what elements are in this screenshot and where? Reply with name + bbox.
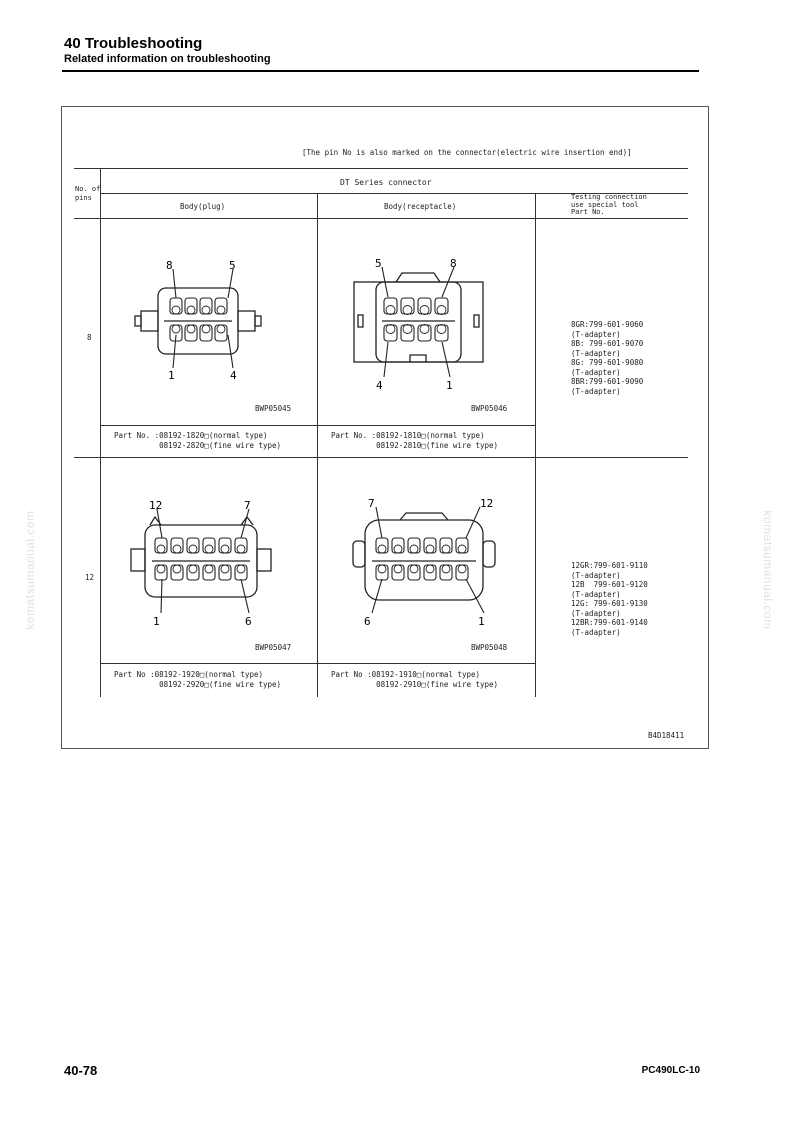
pin-contact	[410, 565, 418, 573]
table-header-rule-2	[74, 218, 688, 219]
receptacle-8-drawing	[350, 255, 490, 390]
pin-cavity	[392, 538, 404, 553]
pin-cavity	[155, 565, 167, 580]
pin-cavity	[187, 538, 199, 553]
pin-contact	[394, 545, 402, 553]
pin-contact	[403, 325, 412, 334]
pin-contact	[157, 545, 165, 553]
col-header-tool: Testing connection use special tool Part No.	[571, 193, 647, 216]
row-pins-12: 12	[85, 573, 95, 582]
pin-contact	[420, 325, 429, 334]
receptacle-8-label-bottom-right: 1	[446, 379, 453, 390]
pin-cavity	[440, 538, 452, 553]
pin-cavity	[424, 565, 436, 580]
table-vline-2	[317, 193, 318, 697]
pin-contact	[202, 306, 210, 314]
plug-8-code: BWP05045	[255, 404, 292, 413]
plug-12-code: BWP05047	[255, 643, 292, 652]
pin-contact	[426, 545, 434, 553]
pin-cavity	[171, 565, 183, 580]
pin-contact	[187, 306, 195, 314]
pin-contact	[394, 565, 402, 573]
plug-12-label-top-left: 12	[149, 499, 163, 512]
pin-contact	[217, 306, 225, 314]
receptacle-8-part-no: Part No. :08192-1810□(normal type) 08192-2810□(fine wire type)	[331, 431, 499, 450]
pin-contact	[202, 325, 210, 333]
pin-contact	[221, 545, 229, 553]
pin-contact	[403, 306, 412, 315]
table-row-divider	[74, 457, 688, 458]
pin-cavity	[376, 565, 388, 580]
row-pins-8: 8	[87, 333, 92, 342]
plug-8-label-bottom-right: 4	[230, 369, 237, 382]
figure-note: [The pin No is also marked on the connector(electric wire insertion end)]	[302, 148, 632, 157]
header-rule	[62, 70, 699, 72]
pin-contact	[157, 565, 165, 573]
pin-contact	[205, 545, 213, 553]
pin-contact	[189, 565, 197, 573]
receptacle-12-label-bottom-right: 1	[478, 615, 485, 628]
table-sub-rule-2	[101, 663, 535, 664]
pin-contact	[172, 306, 180, 314]
plug-8-cavities	[170, 298, 227, 341]
receptacle-12-label-top-right: 12	[480, 497, 494, 510]
table-sub-rule-1	[101, 425, 535, 426]
pin-contact	[237, 545, 245, 553]
pin-contact	[189, 545, 197, 553]
plug-12-part-no: Part No :08192-1920□(normal type) 08192-2920□(fine wire type)	[114, 670, 282, 689]
pin-cavity	[203, 538, 215, 553]
pin-contact	[187, 325, 195, 333]
receptacle-8-cavities	[384, 298, 448, 341]
receptacle-12-cavities	[376, 538, 468, 580]
pin-contact	[410, 545, 418, 553]
pin-contact	[442, 565, 450, 573]
pin-cavity	[408, 565, 420, 580]
watermark-right: komatsumanual.com	[761, 510, 775, 630]
receptacle-12-drawing	[350, 495, 500, 630]
receptacle-12-part-no: Part No :08192-1910□(normal type) 08192-2910□(fine wire type)	[331, 670, 499, 689]
pin-contact	[378, 545, 386, 553]
section-subtitle: Related information on troubleshooting	[64, 53, 271, 65]
pin-contact	[221, 565, 229, 573]
plug-12-drawing	[125, 495, 275, 630]
pin-cavity	[392, 565, 404, 580]
pin-contact	[386, 306, 395, 315]
receptacle-12-code: BWP05048	[471, 643, 508, 652]
plug-12-cavities	[155, 538, 247, 580]
pin-cavity	[203, 565, 215, 580]
pin-contact	[237, 565, 245, 573]
table-top-rule	[74, 168, 688, 169]
tool-list-8: 8GR:799-601-9060 (T-adapter) 8B: 799-601-9070 (T-adapter) 8G: 799-601-9080 (T-adapter) 8BR:799-601-9090 (T-adapter)	[571, 320, 644, 396]
pin-contact	[458, 545, 466, 553]
pin-cavity	[155, 538, 167, 553]
pin-cavity	[171, 538, 183, 553]
receptacle-8-label-bottom-left: 4	[376, 379, 383, 390]
pin-cavity	[456, 565, 468, 580]
pin-contact	[217, 325, 225, 333]
receptacle-8-label-top-left: 5	[375, 257, 382, 270]
pin-contact	[173, 565, 181, 573]
plug-8-label-top-right: 5	[229, 259, 236, 272]
plug-8-label-bottom-left: 1	[168, 369, 175, 382]
pin-contact	[437, 306, 446, 315]
pin-cavity	[219, 565, 231, 580]
pin-contact	[420, 306, 429, 315]
plug-12-label-bottom-left: 1	[153, 615, 160, 628]
plug-12-label-bottom-right: 6	[245, 615, 252, 628]
plug-8-drawing	[130, 255, 270, 385]
table-vline-3	[535, 193, 536, 697]
pin-cavity	[187, 565, 199, 580]
col-header-plug: Body(plug)	[180, 202, 226, 211]
pin-contact	[442, 545, 450, 553]
pin-contact	[426, 565, 434, 573]
pin-cavity	[376, 538, 388, 553]
receptacle-12-label-top-left: 7	[368, 497, 375, 510]
section-title: 40 Troubleshooting	[64, 35, 203, 52]
plug-8-part-no: Part No. :08192-1820□(normal type) 08192-2820□(fine wire type)	[114, 431, 282, 450]
tool-list-12: 12GR:799-601-9110 (T-adapter) 12B 799-601-9120 (T-adapter) 12G: 799-601-9130 (T-adapter) 12BR:799-601-9140 (T-adapter)	[571, 561, 648, 637]
pin-contact	[437, 325, 446, 334]
plug-12-label-top-right: 7	[244, 499, 251, 512]
pin-cavity	[408, 538, 420, 553]
receptacle-8-code: BWP05046	[471, 404, 508, 413]
page-number: 40-78	[64, 1063, 98, 1078]
pin-cavity	[424, 538, 436, 553]
pin-cavity	[456, 538, 468, 553]
plug-8-label-top-left: 8	[166, 259, 173, 272]
pin-cavity	[219, 538, 231, 553]
pin-contact	[378, 565, 386, 573]
col-header-pins: No. of pins	[75, 185, 101, 202]
table-vline-1	[100, 168, 101, 697]
model-number: PC490LC-10	[641, 1065, 700, 1076]
watermark-left: komatsumanual.com	[23, 510, 37, 630]
series-header: DT Series connector	[340, 178, 432, 187]
receptacle-12-label-bottom-left: 6	[364, 615, 371, 628]
pin-cavity	[440, 565, 452, 580]
pin-contact	[173, 545, 181, 553]
pin-cavity	[235, 565, 247, 580]
pin-contact	[458, 565, 466, 573]
pin-cavity	[235, 538, 247, 553]
figure-code: B4D18411	[648, 731, 685, 740]
pin-contact	[172, 325, 180, 333]
col-header-receptacle: Body(receptacle)	[384, 202, 457, 211]
pin-contact	[386, 325, 395, 334]
receptacle-8-label-top-right: 8	[450, 257, 457, 270]
pin-contact	[205, 565, 213, 573]
